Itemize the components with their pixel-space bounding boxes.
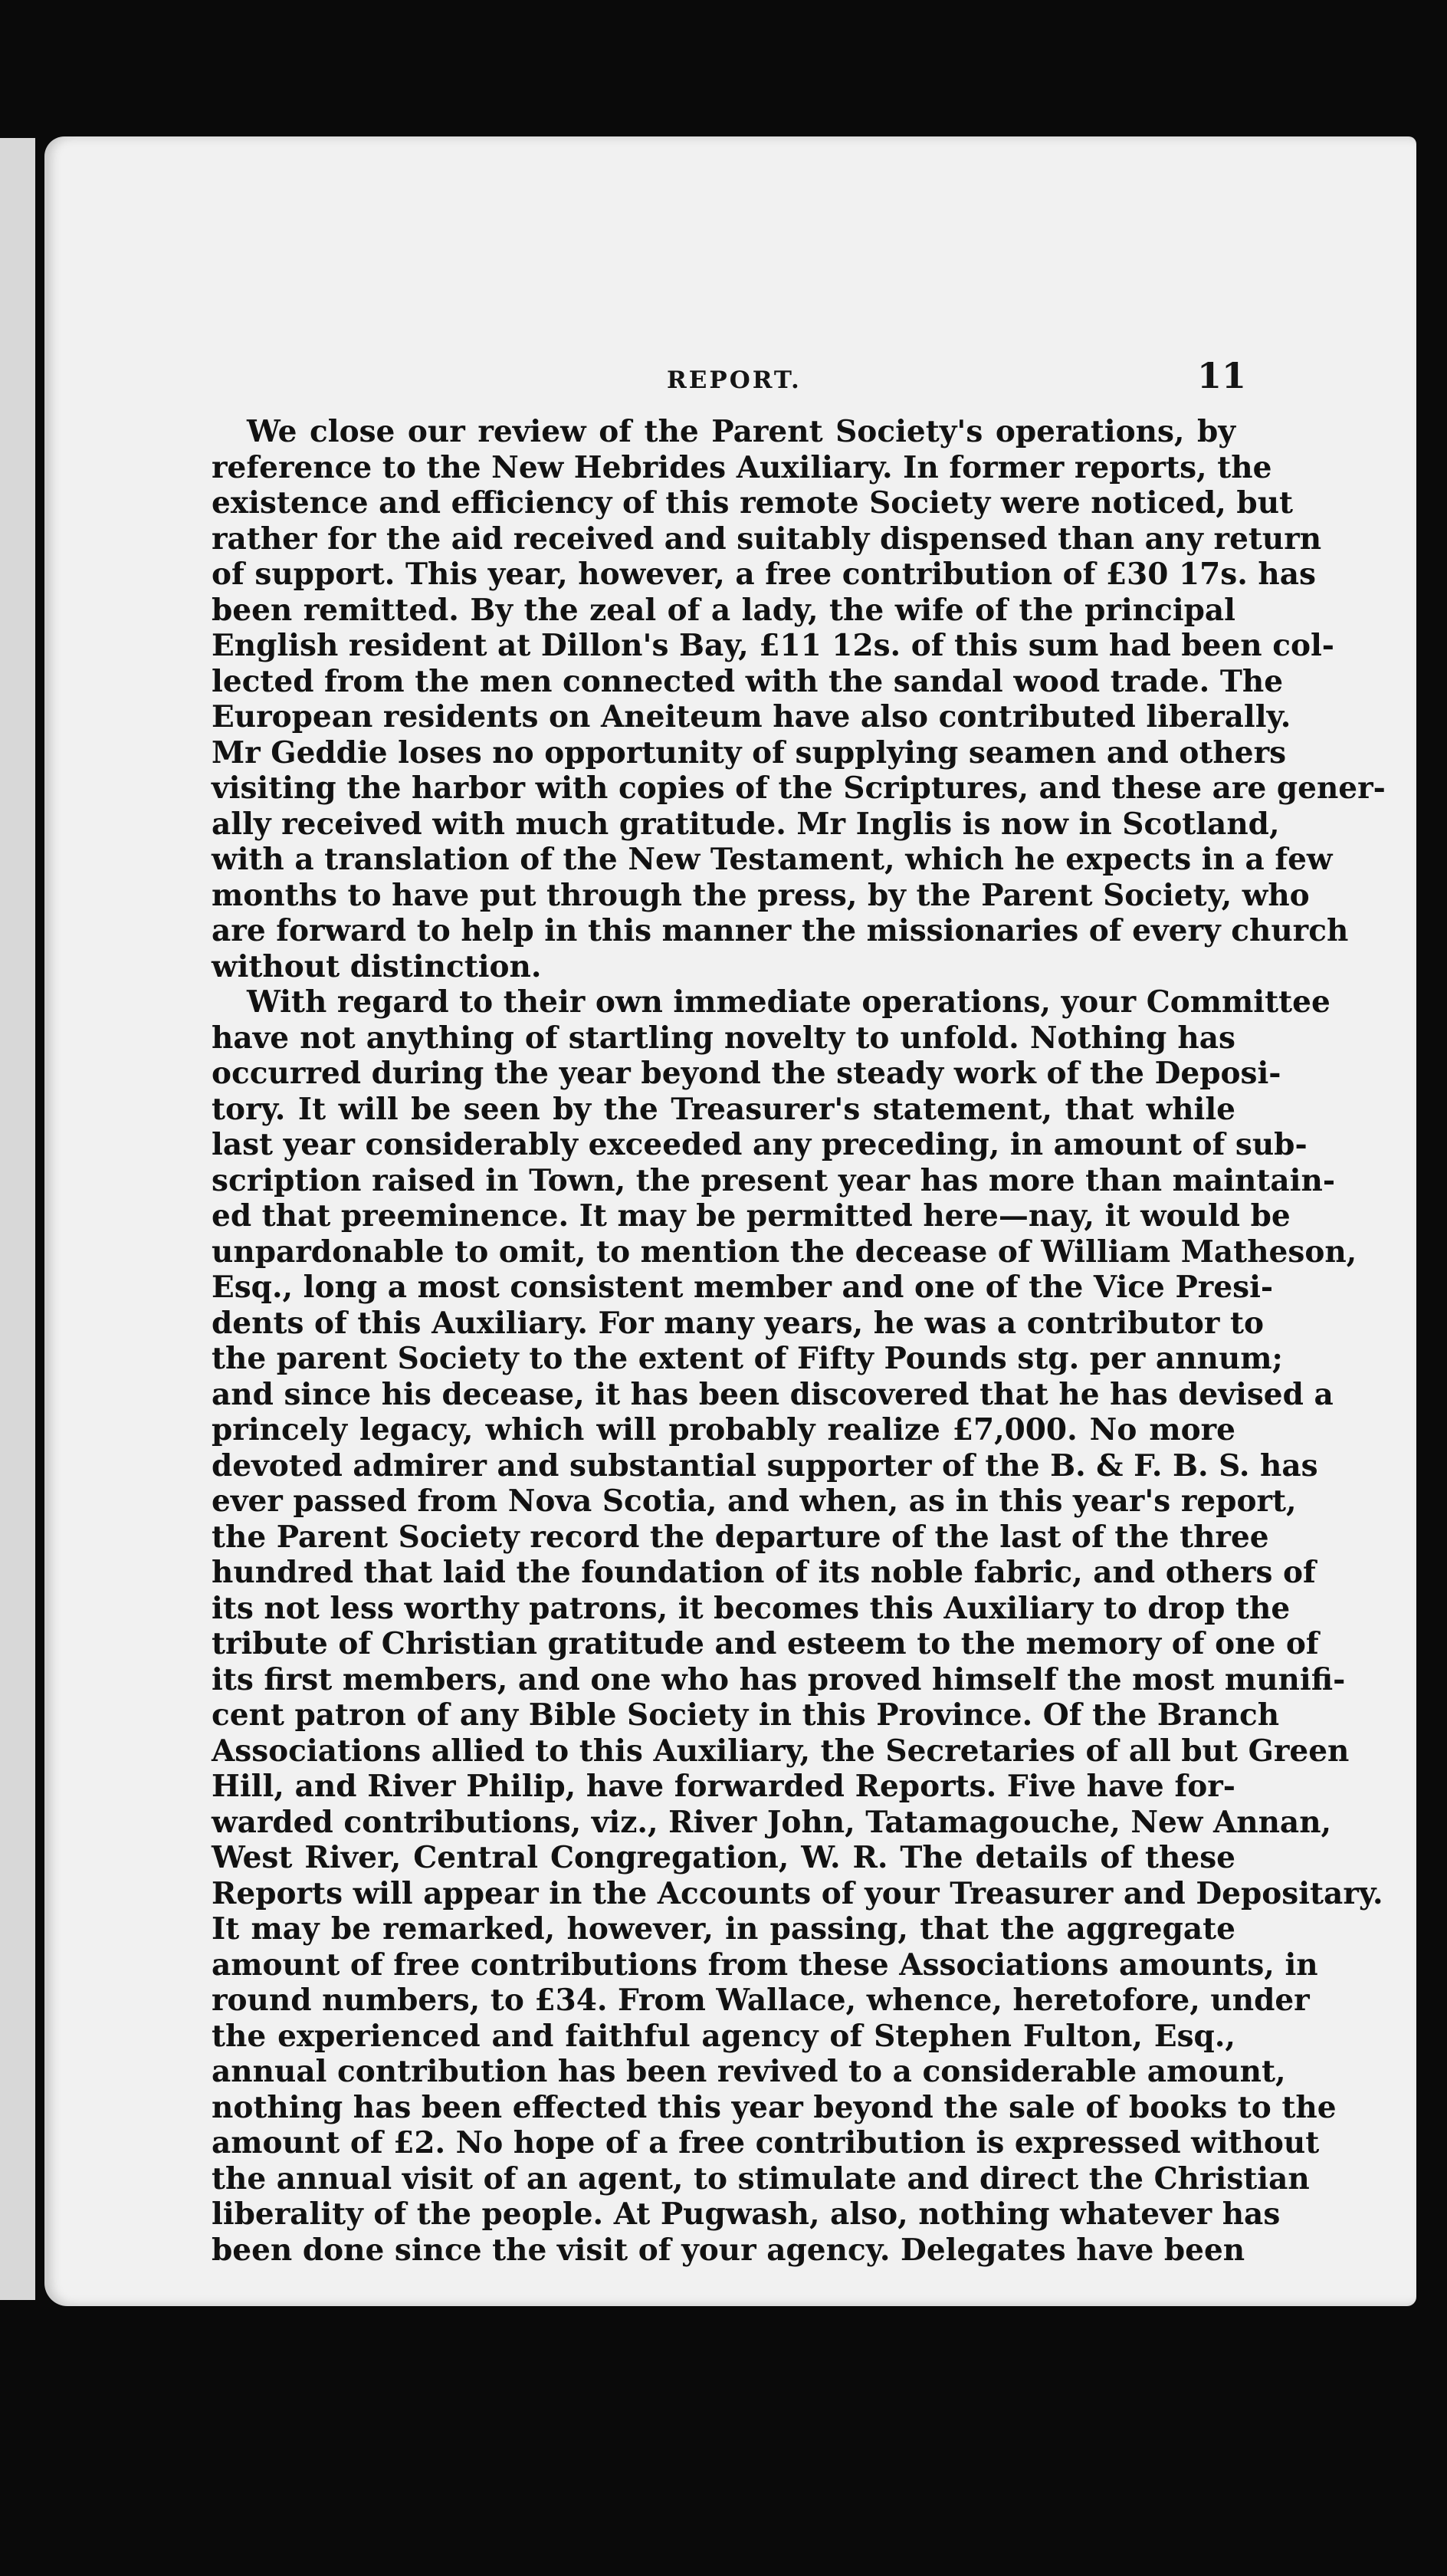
text-line: Hill, and River Philip, have forwarded Reports. Five have for- (212, 1769, 1235, 1804)
text-line: amount of free contributions from these Associations amounts, in (212, 1947, 1318, 1983)
text-line: Associations allied to this Auxiliary, the Secretaries of all but Green (212, 1733, 1350, 1769)
text-line: scription raised in Town, the present year has more than maintain- (212, 1162, 1336, 1198)
facing-page-edge (0, 138, 35, 2300)
text-line: its not less worthy patrons, it becomes this Auxiliary to drop the (212, 1590, 1291, 1626)
text-line: the Parent Society record the departure of the last of the three (212, 1519, 1269, 1555)
text-line: reference to the New Hebrides Auxiliary. In former reports, the (212, 449, 1272, 485)
text-line: unpardonable to omit, to mention the decease of William Matheson, (212, 1234, 1357, 1270)
text-line: dents of this Auxiliary. For many years, he was a contributor to (212, 1305, 1265, 1341)
text-line: English resident at Dillon's Bay, £11 12s. of this sum had been col- (212, 628, 1334, 663)
text-line: are forward to help in this manner the missionaries of every church (212, 913, 1349, 948)
text-line: months to have put through the press, by the Parent Society, who (212, 877, 1310, 913)
text-line: ally received with much gratitude. Mr Inglis is now in Scotland, (212, 806, 1280, 842)
text-line: its first members, and one who has proved himself the most munifi- (212, 1661, 1346, 1697)
text-line: with a translation of the New Testament, which he expects in a few (212, 842, 1333, 877)
text-line: been remitted. By the zeal of a lady, the wife of the principal (212, 592, 1235, 628)
text-line: European residents on Aneiteum have also contributed liberally. (212, 699, 1291, 734)
text-line: warded contributions, viz., River John, Tatamagouche, New Annan, (212, 1804, 1332, 1840)
text-line: With regard to their own immediate operations, your Committee (247, 984, 1331, 1020)
text-line: ed that preeminence. It may be permitted here—nay, it would be (212, 1198, 1291, 1234)
page-number: 11 (1197, 355, 1247, 396)
text-line: hundred that laid the foundation of its noble fabric, and others of (212, 1555, 1316, 1590)
body-text (212, 414, 1386, 2268)
text-line: the annual visit of an agent, to stimulate and direct the Christian (212, 2160, 1310, 2196)
text-line: princely legacy, which will probably realize £7,000. No more (212, 1412, 1235, 1447)
text-line: nothing has been effected this year beyond the sale of books to the (212, 2089, 1337, 2125)
text-line: and since his decease, it has been discovered that he has devised a (212, 1376, 1334, 1412)
text-line: lected from the men connected with the sandal wood trade. The (212, 663, 1284, 699)
text-line: ever passed from Nova Scotia, and when, as in this year's report, (212, 1484, 1297, 1519)
text-line: amount of £2. No hope of a free contribution is expressed without (212, 2125, 1320, 2160)
text-line: occurred during the year beyond the steady work of the Deposi- (212, 1056, 1281, 1091)
paragraph (212, 414, 1386, 984)
running-header: REPORT. (667, 366, 802, 394)
text-line: annual contribution has been revived to a considerable amount, (212, 2054, 1286, 2089)
text-line: rather for the aid received and suitably dispensed than any return (212, 521, 1322, 557)
text-line: the experienced and faithful agency of Stephen Fulton, Esq., (212, 2018, 1235, 2054)
text-line: It may be remarked, however, in passing, that the aggregate (212, 1911, 1235, 1947)
text-line: tory. It will be seen by the Treasurer's statement, that while (212, 1091, 1235, 1127)
text-line: Mr Geddie loses no opportunity of supplying seamen and others (212, 734, 1287, 770)
paragraph (212, 984, 1383, 2268)
text-line: without distinction. (212, 948, 542, 984)
text-line: We close our review of the Parent Society's operations, by (247, 414, 1235, 449)
text-line: liberality of the people. At Pugwash, also, nothing whatever has (212, 2196, 1281, 2232)
text-line: of support. This year, however, a free contribution of £30 17s. has (212, 557, 1316, 592)
text-line: devoted admirer and substantial supporter of the B. & F. B. S. has (212, 1447, 1318, 1484)
text-line: West River, Central Congregation, W. R. The details of these (212, 1840, 1235, 1875)
text-line: Reports will appear in the Accounts of your Treasurer and Depositary. (212, 1875, 1383, 1911)
text-line: have not anything of startling novelty to unfold. Nothing has (212, 1020, 1235, 1056)
text-line: last year considerably exceeded any preceding, in amount of sub- (212, 1127, 1308, 1162)
text-line: been done since the visit of your agency. Delegates have been (212, 2232, 1245, 2268)
text-line: cent patron of any Bible Society in this Province. Of the Branch (212, 1697, 1280, 1733)
text-line: existence and efficiency of this remote Society were noticed, but (212, 485, 1294, 521)
text-line: Esq., long a most consistent member and one of the Vice Presi- (212, 1270, 1274, 1305)
text-line: tribute of Christian gratitude and esteem to the memory of one of (212, 1626, 1319, 1661)
text-line: round numbers, to £34. From Wallace, whence, heretofore, under (212, 1983, 1310, 2018)
text-line: the parent Society to the extent of Fifty Pounds stg. per annum; (212, 1341, 1283, 1376)
text-line: visiting the harbor with copies of the Scriptures, and these are gener- (212, 770, 1386, 806)
